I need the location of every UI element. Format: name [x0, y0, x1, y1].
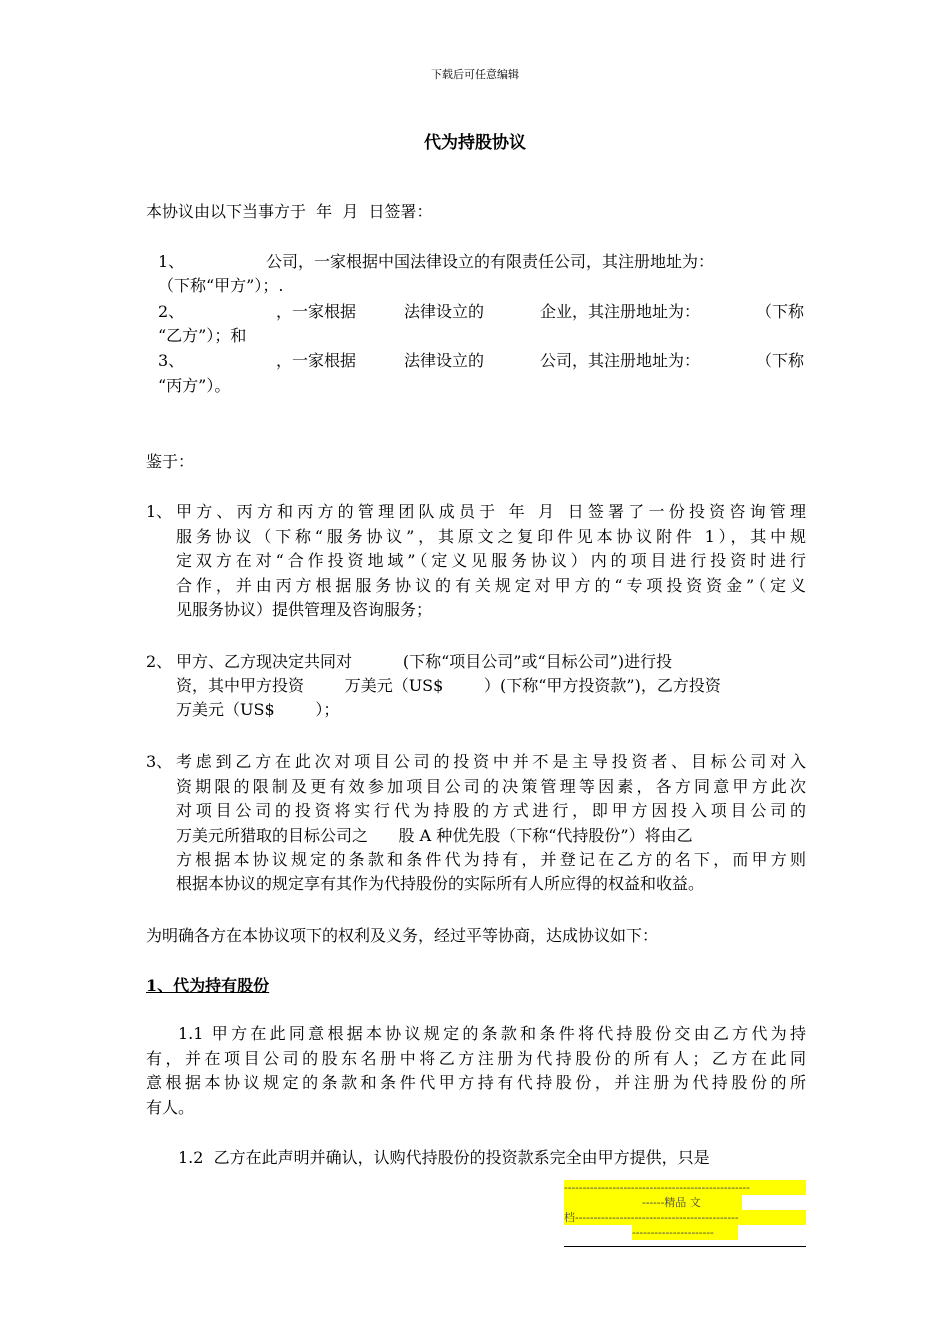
whereas-1-line: 见服务协议）提供管理及咨询服务；: [176, 600, 433, 619]
whereas-1-line: 定双方在对“合作投资地域”（定义见服务协议）内的项目进行投资时进行: [176, 551, 806, 570]
whereas-2-num: 2、: [146, 652, 173, 671]
whereas-3-line: 万美元所猎取的目标公司之 股 A 种优先股（下称“代持股份”）将由乙: [176, 825, 693, 845]
party-1-num: 1、: [158, 252, 185, 271]
party-3-line1b: 法律设立的: [404, 351, 485, 370]
party-2-line1b: 法律设立的: [404, 302, 485, 321]
clause-1-1-line: 有，并在项目公司的股东名册中将乙方注册为代持股份的所有人；乙方在此同: [146, 1048, 806, 1068]
party-3-line1d: （下称: [756, 351, 805, 370]
footer-line: ----------------------: [632, 1225, 738, 1240]
document-title: 代为持股协议: [424, 133, 526, 153]
clause-1-1: [146, 1022, 806, 1120]
intro-line: 本协议由以下当事方于 年 月 日签署：: [146, 202, 433, 221]
whereas-2-body: [176, 650, 806, 722]
clause-1-1-line: 1.1 甲方在此同意根据本协议规定的条款和条件将代持股份交由乙方代为持: [178, 1024, 806, 1043]
footer-watermark: [564, 1180, 806, 1247]
section-1-title: 1、代为持有股份: [146, 976, 270, 995]
clause-1-1-line: 有人。: [146, 1097, 195, 1117]
footer-line: 档--------------------------------------------: [564, 1210, 806, 1225]
whereas-3-num: 3、: [146, 752, 173, 771]
whereas-1-line: 甲方、丙方和丙方的管理团队成员于 年 月 日签署了一份投资咨询管理: [176, 502, 806, 521]
clause-1-2: 1.2 乙方在此声明并确认，认购代持股份的投资款系完全由甲方提供，只是: [178, 1148, 710, 1167]
whereas-1-line: 服务协议（下称“服务协议”，其原文之复印件见本协议附件 1），其中规: [176, 526, 806, 546]
whereas-1-body: [176, 500, 806, 622]
whereas-2-line: 甲方、乙方现决定共同对 (下称“项目公司”或“目标公司”)进行投: [176, 652, 673, 671]
party-3-line1a: ，一家根据: [276, 351, 357, 370]
party-2-num: 2、: [158, 302, 185, 321]
whereas-2-line: 资，其中甲方投资 万美元（US$ ）(下称“甲方投资款”)，乙方投资: [176, 676, 721, 695]
party-1-line1: 公司，一家根据中国法律设立的有限责任公司，其注册地址为：: [266, 252, 715, 271]
party-1-line2: （下称“甲方”）；.: [158, 276, 284, 295]
whereas-3-line: 资期限的限制及更有效参加项目公司的决策管理等因素，各方同意甲方此次: [176, 776, 806, 796]
clause-1-1-line: 意根据本协议规定的条款和条件代甲方持有代持股份，并注册为代持股份的所: [146, 1073, 806, 1092]
whereas-3-line: 方根据本协议规定的条款和条件代为持有，并登记在乙方的名下，而甲方则: [176, 849, 806, 869]
whereas-3-body: [176, 750, 806, 896]
whereas-2-line: 万美元（US$ ）；: [176, 700, 340, 719]
footer-line: --------------------------------------------------: [564, 1180, 806, 1195]
whereas-3-line: 对项目公司的投资将实行代为持股的方式进行，即甲方因投入项目公司的: [176, 801, 806, 820]
party-3-line1c: 公司，其注册地址为：: [540, 351, 701, 370]
whereas-3-line: 根据本协议的规定享有其作为代持股份的实际所有人所应得的权益和收益。: [176, 874, 705, 893]
whereas-label: 鉴于：: [146, 452, 195, 471]
party-2-line2: “乙方”）；和: [158, 326, 247, 345]
footer-rule: [564, 1246, 806, 1247]
whereas-1-line: 合作，并由丙方根据服务协议的有关规定对甲方的“专项投资资金”（定义: [176, 575, 806, 595]
whereas-1-num: 1、: [146, 502, 173, 521]
party-2-line1a: ，一家根据: [276, 302, 357, 321]
party-2-line1c: 企业，其注册地址为：: [540, 302, 701, 321]
party-3-num: 3、: [158, 351, 185, 370]
footer-line: ------精品 文: [564, 1195, 742, 1210]
whereas-3-line: 考虑到乙方在此次对项目公司的投资中并不是主导投资者、目标公司对入: [176, 752, 806, 771]
party-3-line2: “丙方”）。: [158, 376, 231, 395]
header-note: 下载后可任意编辑: [431, 68, 519, 81]
party-2-line1d: （下称: [756, 302, 805, 321]
agreement-intro: 为明确各方在本协议项下的权利及义务，经过平等协商，达成协议如下：: [146, 926, 659, 945]
